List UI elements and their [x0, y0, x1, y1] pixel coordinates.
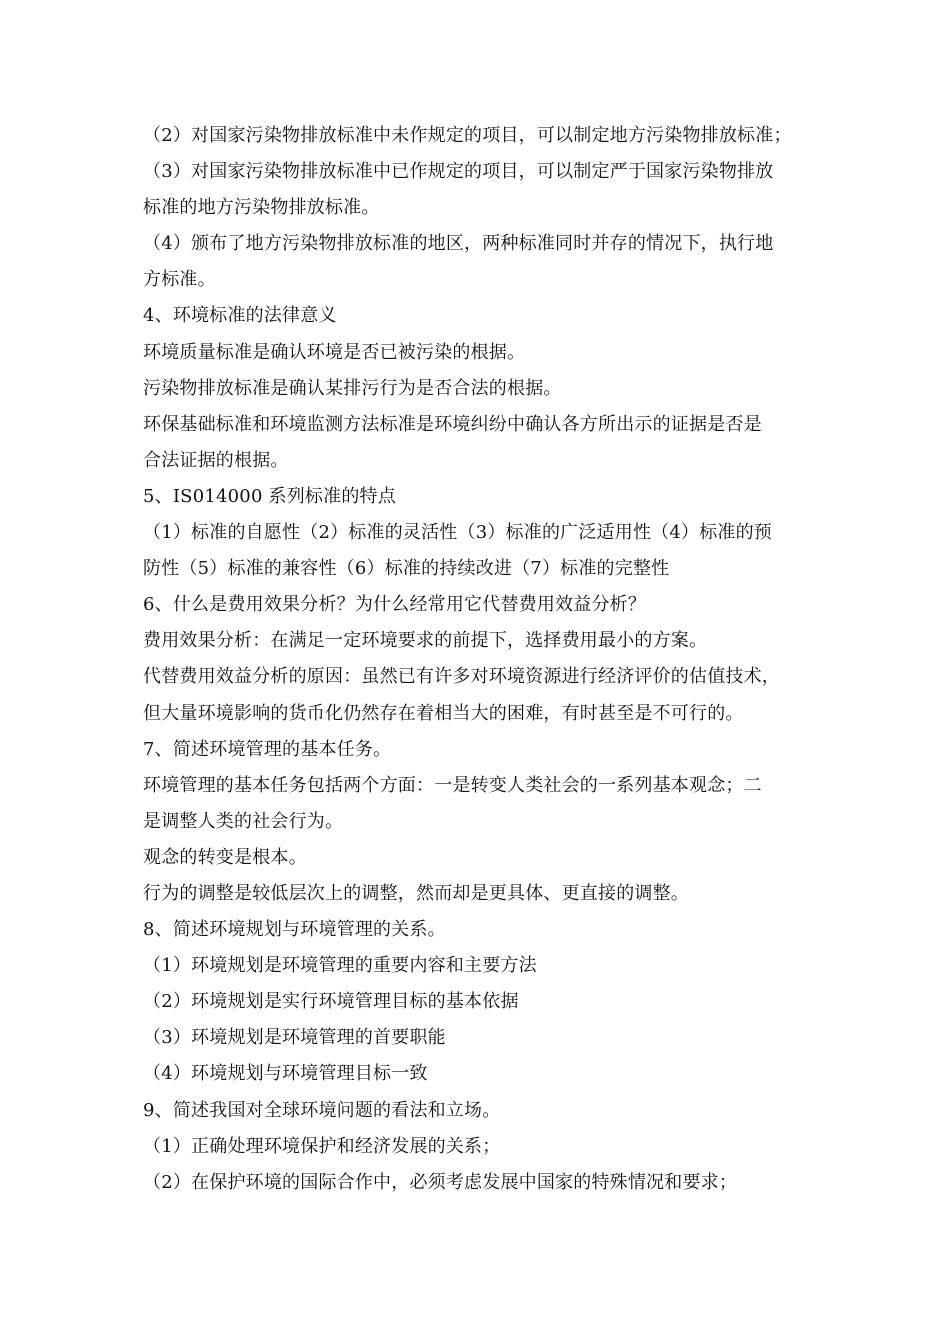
text-line: 合法证据的根据。	[143, 449, 289, 471]
text-line: （1）正确处理环境保护和经济发展的关系；	[143, 1135, 501, 1157]
section-heading: 8、简述环境规划与环境管理的关系。	[143, 919, 446, 941]
text-line: （3）环境规划是环境管理的首要职能	[143, 1027, 446, 1049]
text-line: （2）环境规划是实行环境管理目标的基本依据	[143, 991, 519, 1013]
text-line: 费用效果分析：在满足一定环境要求的前提下，选择费用最小的方案。	[143, 630, 708, 652]
text-line: 标准的地方污染物排放标准。	[143, 197, 380, 219]
section-heading: 4、环境标准的法律意义	[143, 305, 337, 327]
text-line: （4）颁布了地方污染物排放标准的地区，两种标准同时并存的情况下，执行地	[143, 233, 774, 255]
text-line: 污染物排放标准是确认某排污行为是否合法的根据。	[143, 377, 562, 399]
text-line: （2）在保护环境的国际合作中，必须考虑发展中国家的特殊情况和要求；	[143, 1171, 738, 1193]
text-line: （4）环境规划与环境管理目标一致	[143, 1063, 428, 1085]
text-line: 环境管理的基本任务包括两个方面：一是转变人类社会的一系列基本观念；二	[143, 774, 762, 796]
text-line: （1）环境规划是环境管理的重要内容和主要方法	[143, 955, 537, 977]
text-line: 但大量环境影响的货币化仍然存在着相当大的困难，有时甚至是不可行的。	[143, 702, 744, 724]
text-line: （1）标准的自愿性（2）标准的灵活性（3）标准的广泛适用性（4）标准的预	[143, 522, 773, 544]
section-heading: 6、什么是费用效果分析？为什么经常用它代替费用效益分析？	[143, 594, 647, 616]
section-heading: 7、简述环境管理的基本任务。	[143, 738, 392, 760]
section-heading: 9、简述我国对全球环境问题的看法和立场。	[143, 1099, 501, 1121]
text-line: （3）对国家污染物排放标准中已作规定的项目，可以制定严于国家污染物排放	[143, 161, 774, 183]
text-line: （2）对国家污染物排放标准中未作规定的项目，可以制定地方污染物排放标准；	[143, 125, 792, 146]
text-line: 代替费用效益分析的原因：虽然已有许多对环境资源进行经济评价的估值技术，	[143, 666, 780, 688]
text-line: 环保基础标准和环境监测方法标准是环境纠纷中确认各方所出示的证据是否是	[143, 413, 762, 435]
text-line: 防性（5）标准的兼容性（6）标准的持续改进（7）标准的完整性	[143, 558, 670, 580]
text-line: 观念的转变是根本。	[143, 846, 307, 868]
text-line: 方标准。	[143, 269, 216, 291]
document-page	[143, 118, 813, 1201]
text-line: 是调整人类的社会行为。	[143, 810, 344, 832]
text-line: 环境质量标准是确认环境是否已被污染的根据。	[143, 341, 526, 363]
section-heading: 5、IS014000 系列标准的特点	[143, 485, 396, 507]
text-line: 行为的调整是较低层次上的调整，然而却是更具体、更直接的调整。	[143, 882, 689, 904]
